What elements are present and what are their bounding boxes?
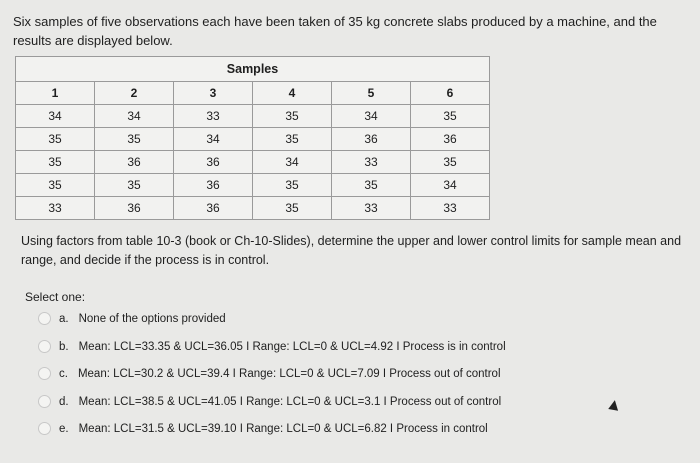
table-title: Samples	[16, 57, 490, 82]
table-cell: 34	[253, 151, 332, 174]
option-a[interactable]	[38, 312, 226, 325]
option-letter: e.	[59, 422, 69, 435]
table-cell: 34	[411, 174, 490, 197]
table-cell: 35	[253, 105, 332, 128]
option-text: Mean: LCL=30.2 & UCL=39.4 I Range: LCL=0 & UCL=7.09 I Process out of control	[77, 367, 501, 380]
table-row	[16, 151, 490, 174]
samples-table	[15, 56, 490, 220]
table-cell: 35	[253, 197, 332, 220]
option-letter: b.	[59, 340, 69, 353]
table-cell: 34	[16, 105, 95, 128]
table-cell: 33	[174, 105, 253, 128]
header-cell: 1	[16, 82, 95, 105]
header-cell: 2	[95, 82, 174, 105]
header-cell: 5	[332, 82, 411, 105]
select-one-label: Select one:	[25, 290, 86, 304]
option-text: None of the options provided	[78, 312, 226, 325]
option-b[interactable]	[38, 340, 506, 353]
option-letter: a.	[59, 312, 69, 325]
table-row	[16, 128, 490, 151]
table-cell: 36	[174, 151, 253, 174]
option-letter: d.	[59, 395, 69, 408]
table-cell: 35	[16, 128, 95, 151]
table-cell: 35	[253, 128, 332, 151]
table-cell: 34	[332, 105, 411, 128]
table-cell: 36	[411, 128, 490, 151]
table-cell: 36	[174, 197, 253, 220]
table-cell: 34	[95, 105, 174, 128]
table-cell: 35	[16, 174, 95, 197]
option-d[interactable]	[38, 395, 501, 408]
table-cell: 33	[332, 197, 411, 220]
table-row	[16, 197, 490, 220]
question-text: Six samples of five observations each have been taken of 35 kg concrete slabs produced by a machine, and the results are displayed below.	[13, 14, 657, 48]
header-cell: 4	[253, 82, 332, 105]
option-letter: c.	[59, 367, 68, 380]
instruction-text: Using factors from table 10-3 (book or Ch-10-Slides), determine the upper and lower control limits for sample mean and range, and decide if the process is in control.	[21, 234, 682, 267]
table-cell: 36	[174, 174, 253, 197]
radio-icon[interactable]	[38, 367, 51, 380]
option-text: Mean: LCL=38.5 & UCL=41.05 I Range: LCL=0 & UCL=3.1 I Process out of control	[78, 395, 502, 408]
table-cell: 33	[411, 197, 490, 220]
table-cell: 35	[411, 151, 490, 174]
table-cell: 34	[174, 128, 253, 151]
table-cell: 35	[95, 174, 174, 197]
table-cell: 35	[16, 151, 95, 174]
table-cell: 33	[16, 197, 95, 220]
table-header-row	[16, 82, 490, 105]
table-title-row	[16, 57, 490, 82]
table-cell: 35	[95, 128, 174, 151]
table-cell: 36	[332, 128, 411, 151]
table-row	[16, 174, 490, 197]
header-cell: 3	[174, 82, 253, 105]
table-row	[16, 105, 490, 128]
radio-icon[interactable]	[38, 395, 51, 408]
radio-icon[interactable]	[38, 422, 51, 435]
header-cell: 6	[411, 82, 490, 105]
radio-icon[interactable]	[38, 312, 51, 325]
table-cell: 35	[253, 174, 332, 197]
radio-icon[interactable]	[38, 340, 51, 353]
table-cell: 35	[332, 174, 411, 197]
option-text: Mean: LCL=33.35 & UCL=36.05 I Range: LCL=0 & UCL=4.92 I Process is in control	[78, 340, 506, 353]
mouse-cursor-icon	[608, 399, 620, 411]
table-cell: 33	[332, 151, 411, 174]
table-cell: 36	[95, 151, 174, 174]
option-c[interactable]	[38, 367, 501, 380]
table-cell: 36	[95, 197, 174, 220]
option-e[interactable]	[38, 422, 488, 435]
table-cell: 35	[411, 105, 490, 128]
option-text: Mean: LCL=31.5 & UCL=39.10 I Range: LCL=0 & UCL=6.82 I Process in control	[78, 422, 488, 435]
